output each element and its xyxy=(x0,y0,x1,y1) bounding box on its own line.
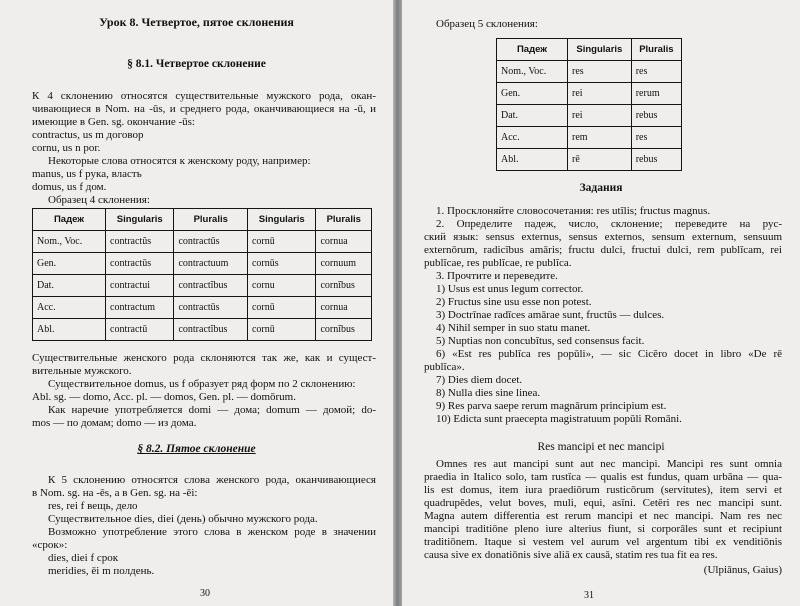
table-row xyxy=(33,319,372,341)
table-cell: cornū xyxy=(247,231,315,253)
table-row xyxy=(33,275,372,297)
column-header: Падеж xyxy=(33,209,106,231)
reading-line: lis est domus, item iura praediōrum rusticōrum (servitutes), item servi et xyxy=(424,484,782,496)
table-cell: Dat. xyxy=(33,275,106,297)
reading-line: mancipi traditiōne pleno iure alterius fiunt, si corporāles sunt et recipiunt xyxy=(424,523,782,535)
table-cell: res xyxy=(631,127,681,149)
table-cell: contractū xyxy=(106,319,174,341)
table-cell: contractŭs xyxy=(106,231,174,253)
table-cell: contractui xyxy=(106,275,174,297)
paragraph-line: Возможно употребление этого слова в женском роде в значении xyxy=(48,526,376,538)
book-gutter xyxy=(393,0,402,606)
paragraph-line: Abl. sg. — domo, Acc. pl. — domos, Gen. pl. — domōrum. xyxy=(32,391,296,403)
column-header: Singularis xyxy=(247,209,315,231)
table-cell: Dat. xyxy=(497,105,568,127)
right-page xyxy=(402,0,800,606)
sentence-line: 2) Fructus sine usu esse non potest. xyxy=(436,296,592,308)
paragraph-line: чивающиеся в Nom. на -ūs, и среднего рода, оканчивающиеся на -ū, и xyxy=(32,103,376,115)
table-cell: contractĭbus xyxy=(174,319,248,341)
paragraph-line: имеющие в Gen. sg. окончание -ūs: xyxy=(32,116,195,128)
paragraph-line: Существительное domus, us f образует ряд форм по 2 склонению: xyxy=(48,378,356,390)
section-title-5th-declension: § 8.2. Пятое склонение xyxy=(137,443,256,455)
table-cell: cornuum xyxy=(316,253,372,275)
table-header-row xyxy=(33,209,372,231)
table-cell: rebus xyxy=(631,149,681,171)
paragraph-line: Существительные женского рода склоняются так же, как и сущест- xyxy=(32,352,376,364)
sentence-line: 3) Doctrīnae radīces amārae sunt, fructūs — dulces. xyxy=(436,309,665,321)
column-header: Падеж xyxy=(497,39,568,61)
table-header-row xyxy=(497,39,682,61)
table-cell: rebus xyxy=(631,105,681,127)
fourth-declension-table xyxy=(32,208,372,341)
task-line: 2. Определите падеж, число, склонение; переведите на рус- xyxy=(436,218,782,230)
sentence-line: 5) Nuptias non concubĭtus, sed consensus facit. xyxy=(436,335,645,347)
table-row xyxy=(33,231,372,253)
sentence-line: 9) Res parva saepe rerum magnārum principium est. xyxy=(436,400,667,412)
table-cell: rei xyxy=(568,105,632,127)
page-number: 30 xyxy=(200,588,210,599)
table-cell: cornū xyxy=(247,319,315,341)
table-cell: Gen. xyxy=(497,83,568,105)
example-line: cornu, us n рог. xyxy=(32,142,101,154)
example-line: manus, us f рука, власть xyxy=(32,168,142,180)
example-line: res, rei f вещь, дело xyxy=(48,500,138,512)
table-cell: cornū xyxy=(247,297,315,319)
table-cell: Acc. xyxy=(497,127,568,149)
task-line: publĭcae, res publĭcae, re publĭca. xyxy=(424,257,572,269)
table-cell: rē xyxy=(568,149,632,171)
column-header: Pluralis xyxy=(631,39,681,61)
table-cell: Abl. xyxy=(497,149,568,171)
example-line: domus, us f дом. xyxy=(32,181,107,193)
table-row xyxy=(497,127,682,149)
example-line: contractus, us m договор xyxy=(32,129,144,141)
table-row xyxy=(497,83,682,105)
paragraph-line: Существительное dies, diei (день) обычно мужского рода. xyxy=(48,513,318,525)
column-header: Singularis xyxy=(106,209,174,231)
table-cell: rei xyxy=(568,83,632,105)
table-cell: Nom., Voc. xyxy=(497,61,568,83)
table-cell: contractūs xyxy=(174,297,248,319)
section-title-4th-declension: § 8.1. Четвертое склонение xyxy=(127,58,266,70)
task-line: 1. Просклоняйте словосочетания: res utĭlis; fructus magnus. xyxy=(436,205,711,217)
table-cell: Abl. xyxy=(33,319,106,341)
table-cell: res xyxy=(568,61,632,83)
table-cell: Nom., Voc. xyxy=(33,231,106,253)
paragraph-line: Некоторые слова относятся к женскому роду, например: xyxy=(48,155,311,167)
lesson-title: Урок 8. Четвертое, пятое склонения xyxy=(99,15,294,29)
table-row xyxy=(33,253,372,275)
reading-line: praedia in Italico solo, tam rustĭca — qualis est fundus, quam urbāna — qua- xyxy=(424,471,782,483)
task-line: externōrum, radicĭbus amāris; fructu dulci, fructui dulci, rem publĭcam, rei xyxy=(424,244,782,256)
table-row xyxy=(497,149,682,171)
reading-line: causa sive ex donatiōnis sive aliā ex causā, statim res tua fit ea res. xyxy=(424,549,718,561)
table-row xyxy=(33,297,372,319)
sentence-line: publĭca». xyxy=(424,361,465,373)
reading-line: Magna autem differentia est rerum mancipi et nec mancipi. Nam res nec xyxy=(424,510,782,522)
sentence-line: 7) Dies diem docet. xyxy=(436,374,523,386)
task-line: ский язык: sensus externus, sensus externos, sensum externum, sensuum xyxy=(424,231,782,243)
paragraph-line: в Nom. sg. на -ēs, а в Gen. sg. на -ēi: xyxy=(32,487,198,499)
table-cell: cornua xyxy=(316,231,372,253)
attribution: (Ulpiānus, Gaius) xyxy=(703,564,782,576)
reading-line: quadrupĕdes, velut boves, muli, equi, asĭni. Cetĕri res nec mancipi sunt. xyxy=(424,497,782,509)
paragraph-line: К 5 склонению относятся слова женского рода, оканчивающиеся xyxy=(48,474,376,486)
table-cell: contractĭbus xyxy=(174,275,248,297)
sentence-line: 1) Usus est unus legum corrector. xyxy=(436,283,584,295)
table-caption: Образец 4 склонения: xyxy=(48,194,150,206)
table-cell: contractum xyxy=(106,297,174,319)
paragraph-line: Как наречие употребляется domi — дома; domum — домой; do- xyxy=(48,404,376,416)
reading-line: traditiōnem. Itaque si vestem vel aurum vel argentum tibi ex venditiōnis xyxy=(424,536,782,548)
fifth-declension-table xyxy=(496,38,682,171)
table-cell: cornu xyxy=(247,275,315,297)
table-cell: cornua xyxy=(316,297,372,319)
table-cell: rerum xyxy=(631,83,681,105)
tasks-title: Задания xyxy=(579,182,623,194)
table-cell: Gen. xyxy=(33,253,106,275)
table-cell: cornĭbus xyxy=(316,319,372,341)
sentence-line: 4) Nihil semper in suo statu manet. xyxy=(436,322,591,334)
example-line: meridies, ēi m полдень. xyxy=(48,565,155,577)
paragraph-line: mos — по домам; domo — из дома. xyxy=(32,417,197,429)
task-line: 3. Прочтите и переведите. xyxy=(436,270,558,282)
left-page xyxy=(0,0,393,606)
sentence-line: 10) Edicta sunt praecepta magistratuum popŭli Romāni. xyxy=(436,413,682,425)
column-header: Pluralis xyxy=(174,209,248,231)
table-cell: cornĭbus xyxy=(316,275,372,297)
paragraph-line: вительные мужского. xyxy=(32,365,132,377)
table-cell: res xyxy=(631,61,681,83)
paragraph-line: К 4 склонению относятся существительные мужского рода, окан- xyxy=(32,90,376,102)
column-header: Pluralis xyxy=(316,209,372,231)
reading-line: Omnes res aut mancipi sunt aut nec mancipi. Mancipi res sunt omnia xyxy=(436,458,782,470)
table-cell: Acc. xyxy=(33,297,106,319)
table-row xyxy=(497,105,682,127)
example-line: dies, diei f срок xyxy=(48,552,119,564)
column-header: Singularis xyxy=(568,39,632,61)
table-cell: contractūs xyxy=(106,253,174,275)
table-cell: rem xyxy=(568,127,632,149)
table-cell: contractuum xyxy=(174,253,248,275)
sentence-line: 8) Nulla dies sine linea. xyxy=(436,387,541,399)
table-row xyxy=(497,61,682,83)
table-cell: cornūs xyxy=(247,253,315,275)
table-caption: Образец 5 склонения: xyxy=(436,18,538,30)
paragraph-line: «срок»: xyxy=(32,539,68,551)
sentence-line: 6) «Est res publĭca res popŭli», — sic Cicĕro docet in libro «De rē xyxy=(436,348,782,360)
table-cell: contractūs xyxy=(174,231,248,253)
page-number: 31 xyxy=(584,590,594,601)
reading-title: Res mancipi et nec mancipi xyxy=(537,441,665,453)
